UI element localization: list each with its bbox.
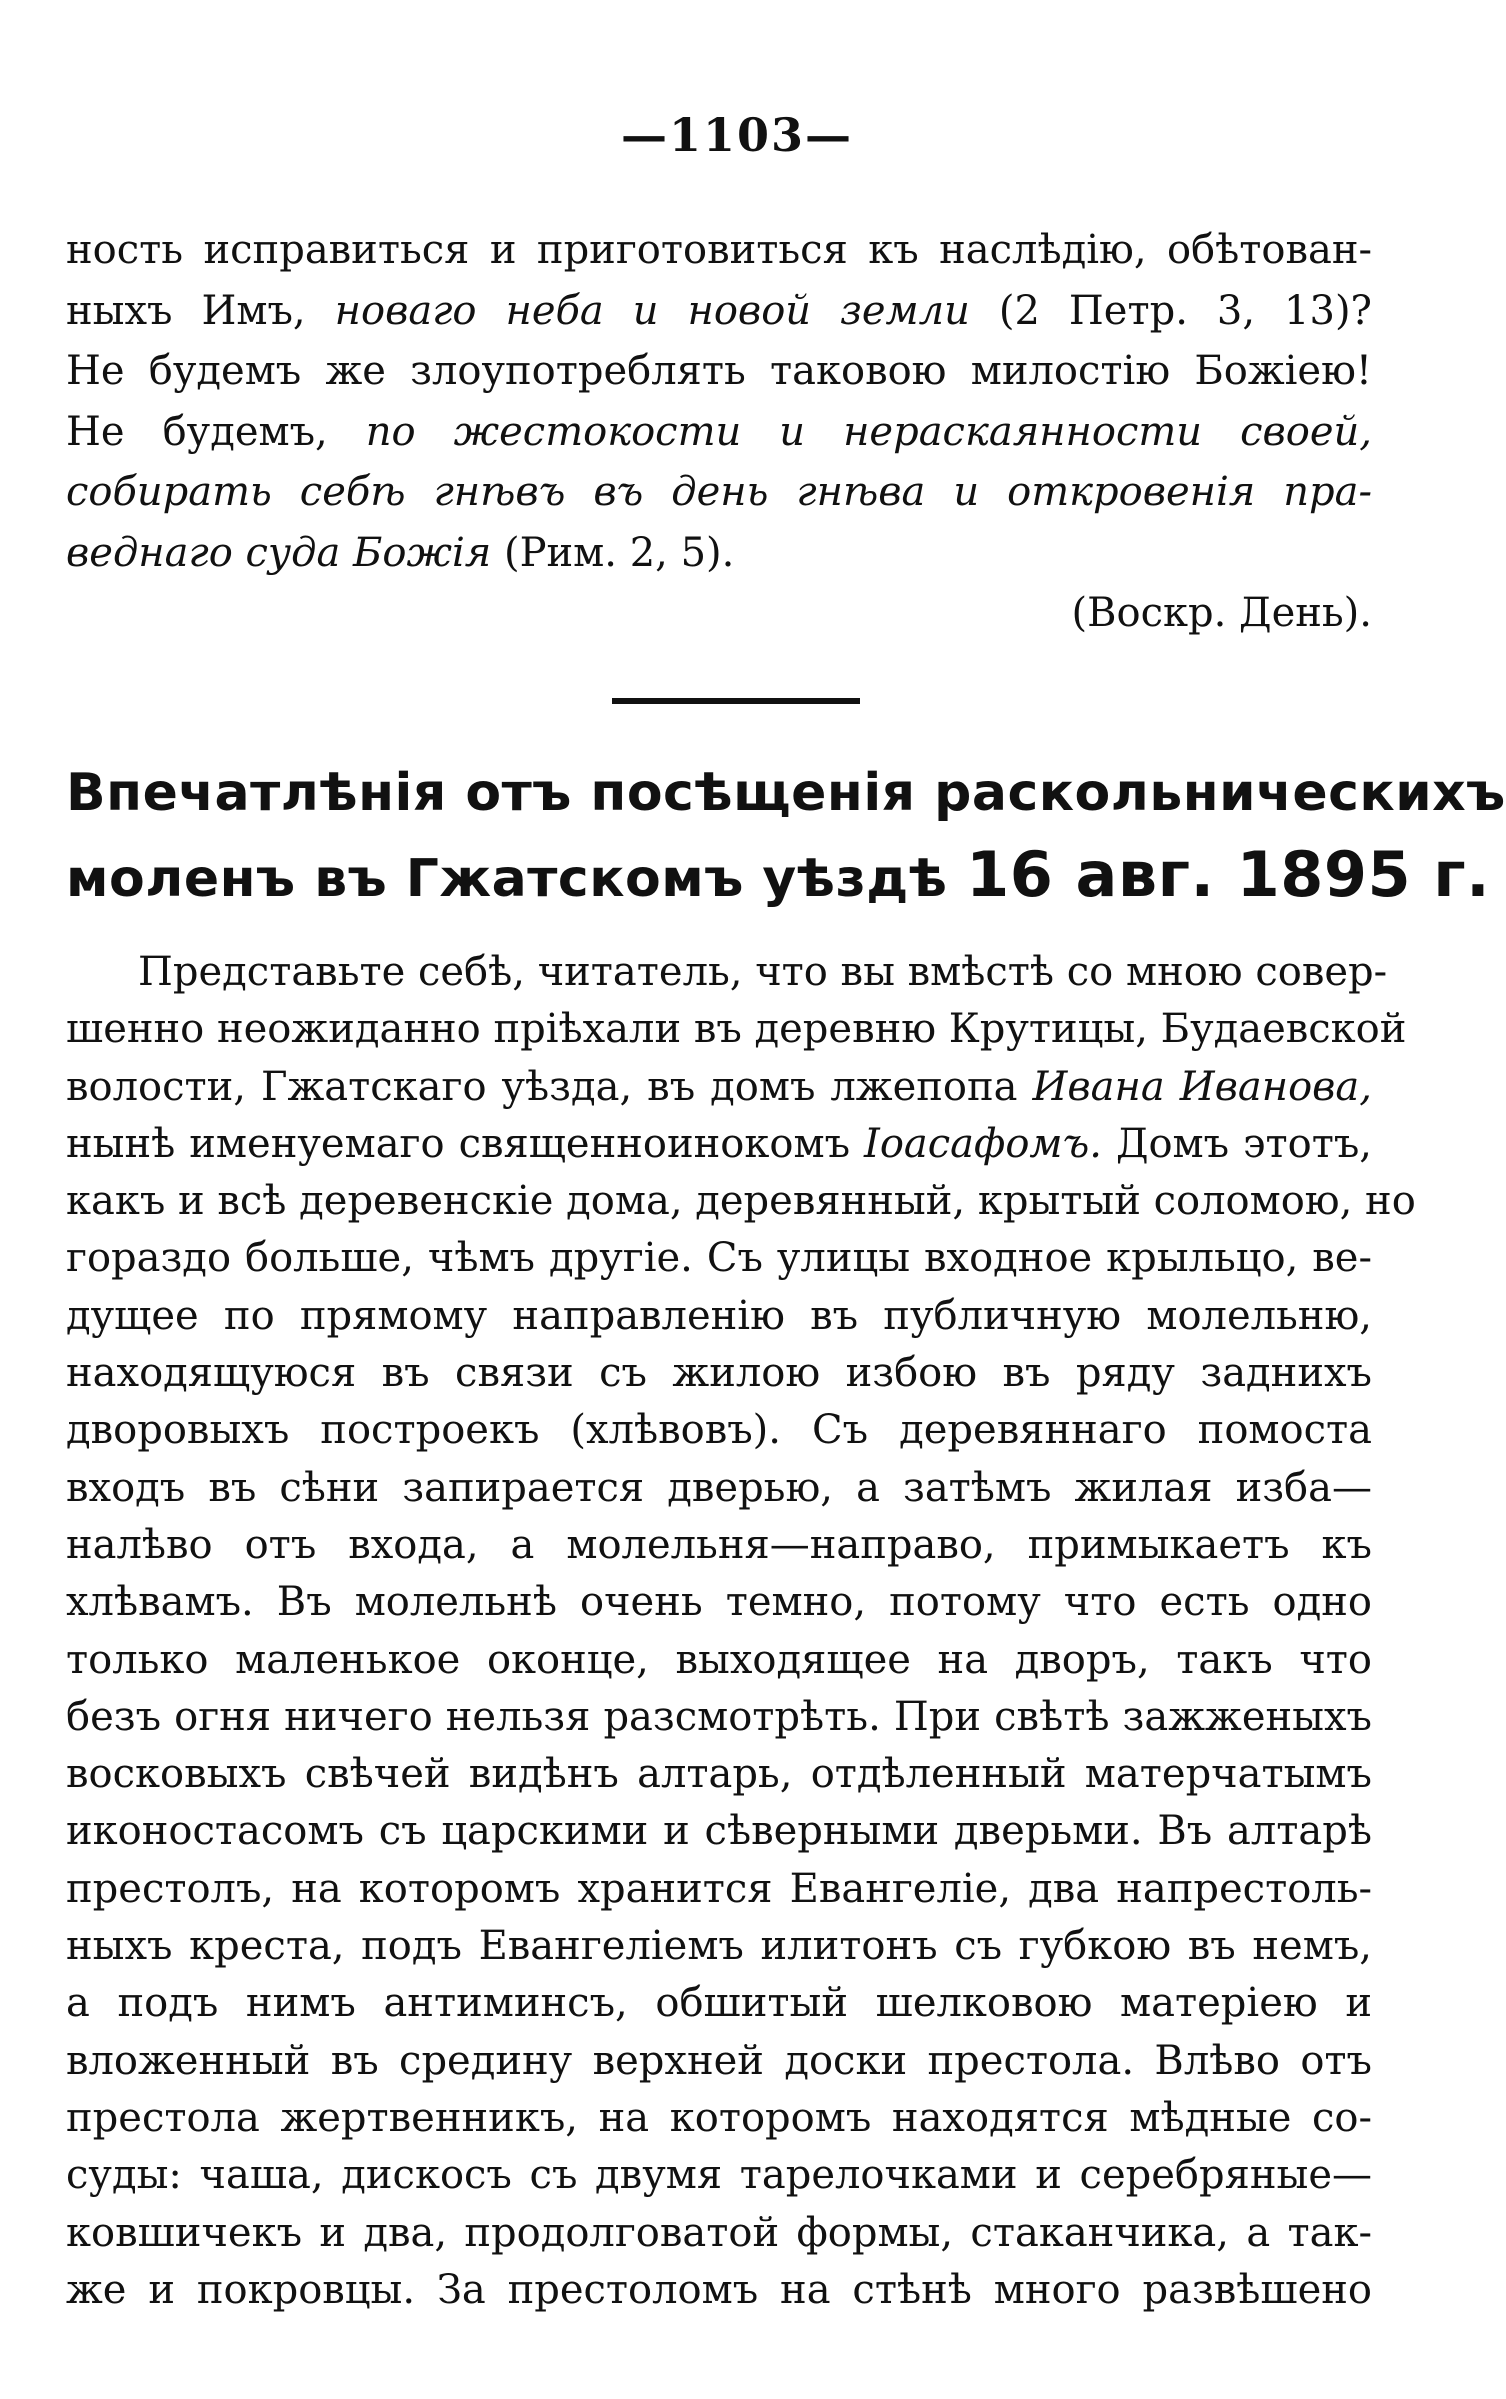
p1-line <box>66 402 1372 463</box>
article-heading <box>66 752 1506 916</box>
text-run: а подъ нимъ антиминсъ, обшитый шелковою матеріею и <box>66 1980 1372 2027</box>
p1-line <box>66 523 1372 584</box>
text-run: какъ и всѣ деревенскіе дома, деревянный, крытый соломою, но <box>66 1178 1416 1225</box>
p2-line <box>66 1632 1372 1689</box>
text-run: иконостасомъ съ царскими и сѣверными дверьми. Въ алтарѣ <box>66 1808 1372 1855</box>
p2-line <box>66 2147 1372 2204</box>
text-run: (2 Петр. 3, 13)? <box>969 287 1373 334</box>
text-run: вложенный въ средину верхней доски престола. Влѣво отъ <box>66 2037 1372 2084</box>
text-run: нынѣ именуемаго священноинокомъ <box>66 1120 865 1167</box>
p2-line <box>66 1975 1372 2032</box>
text-run: только маленькое оконце, выходящее на дворъ, такъ что <box>66 1636 1372 1683</box>
p2-line <box>66 2205 1372 2262</box>
p2-line <box>66 1116 1372 1173</box>
p2-line <box>66 1402 1372 1459</box>
text-run: дущее по прямому направленію въ публичную молельню, <box>66 1292 1372 1339</box>
p2-line <box>66 1689 1372 1746</box>
italic-text: собирать себѣ гнѣвъ въ день гнѣва и откровенія пра- <box>66 469 1372 515</box>
p2-line <box>66 1803 1372 1860</box>
text-run: суды: чаша, дискосъ съ двумя тарелочками и серебряные— <box>66 2152 1372 2199</box>
p2-line <box>66 1861 1372 1918</box>
text-run: восковыхъ свѣчей видѣнъ алтарь, отдѣленный матерчатымъ <box>66 1751 1372 1798</box>
p2-line <box>66 2033 1372 2090</box>
p2-line <box>66 1288 1372 1345</box>
text-run: шенно неожиданно пріѣхали въ деревню Крутицы, Будаевской <box>66 1006 1407 1053</box>
italic-text: Ивана Иванова, <box>1032 1063 1372 1110</box>
heading-line-2 <box>66 834 1491 916</box>
p2-line <box>66 1517 1372 1574</box>
p2-line <box>66 1345 1372 1402</box>
source-attribution: (Воскр. День). <box>1071 590 1372 636</box>
p1-line <box>66 281 1372 342</box>
p1-line <box>66 341 1372 402</box>
text-run: ныхъ Имъ, <box>66 287 335 334</box>
paragraph-closing-sermon <box>66 220 1372 644</box>
text-run: входъ въ сѣни запирается дверью, а затѣмъ жилая изба— <box>66 1464 1372 1511</box>
p2-line <box>66 2090 1372 2147</box>
text-run: налѣво отъ входа, а молельня—направо, примыкаетъ къ <box>66 1521 1372 1568</box>
text-run: ность исправиться и приготовиться къ наслѣдію, обѣтован- <box>66 227 1372 273</box>
text-run: гораздо больше, чѣмъ другіе. Съ улицы входное крыльцо, ве- <box>66 1235 1372 1282</box>
text-run: престолъ, на которомъ хранится Евангеліе, два напрестоль- <box>66 1865 1372 1912</box>
p1-line <box>66 462 1372 523</box>
p2-line <box>66 1001 1407 1058</box>
p2-line <box>66 1746 1372 1803</box>
p2-line <box>66 1460 1372 1517</box>
text-run: хлѣвамъ. Въ молельнѣ очень темно, потому что есть одно <box>66 1579 1372 1626</box>
italic-text: по жестокости и нераскаянности своей, <box>365 408 1372 455</box>
p2-line <box>66 1059 1372 1116</box>
text-run: ковшичекъ и два, продолговатой формы, стаканчика, а так- <box>66 2209 1372 2256</box>
p2-line <box>66 944 1388 1001</box>
heading-date: 16 авг. 1895 г. <box>966 838 1491 911</box>
text-run: же и покровцы. За престоломъ на стѣнѣ много развѣшено <box>66 2266 1372 2313</box>
text-run: престола жертвенникъ, на которомъ находятся мѣдные со- <box>66 2094 1372 2141</box>
heading-line-1: Впечатлѣнія отъ посѣщенія раскольническихъ <box>66 763 1506 823</box>
text-run: Представьте себѣ, читатель, что вы вмѣстѣ со мною совер- <box>138 949 1388 995</box>
paragraph-article-body <box>66 944 1416 2319</box>
text-run: находящуюся въ связи съ жилою избою въ ряду заднихъ <box>66 1350 1372 1397</box>
p2-line <box>66 1918 1372 1975</box>
text-run: Не будемъ, <box>66 408 366 455</box>
text-run: ныхъ креста, подъ Евангеліемъ илитонъ съ губкою въ немъ, <box>66 1923 1372 1970</box>
text-run: дворовыхъ построекъ (хлѣвовъ). Съ деревяннаго помоста <box>66 1407 1372 1454</box>
p2-line <box>66 1574 1372 1631</box>
text-run: безъ огня ничего нельзя разсмотрѣть. При свѣтѣ зажженыхъ <box>66 1693 1372 1740</box>
text-run: волости, Гжатскаго уѣзда, въ домъ лжепопа <box>66 1063 1033 1110</box>
p2-line <box>66 2262 1372 2319</box>
text-run: Не будемъ же злоупотреблять таковою милостію Божіею! <box>66 348 1372 394</box>
page-number: —1103— <box>620 108 854 162</box>
italic-text: веднаго суда Божія <box>66 529 492 576</box>
p1-line <box>66 220 1372 281</box>
section-divider <box>612 698 860 704</box>
p2-line <box>66 1173 1416 1230</box>
text-run: (Рим. 2, 5). <box>491 529 735 576</box>
italic-text: новаго неба и новой земли <box>334 287 970 334</box>
text-run: Домъ этотъ, <box>1101 1120 1373 1167</box>
heading-line-2-text: моленъ въ Гжатскомъ уѣздѣ <box>66 849 967 909</box>
p2-line <box>66 1230 1372 1287</box>
italic-text: Іоасафомъ. <box>864 1120 1102 1167</box>
